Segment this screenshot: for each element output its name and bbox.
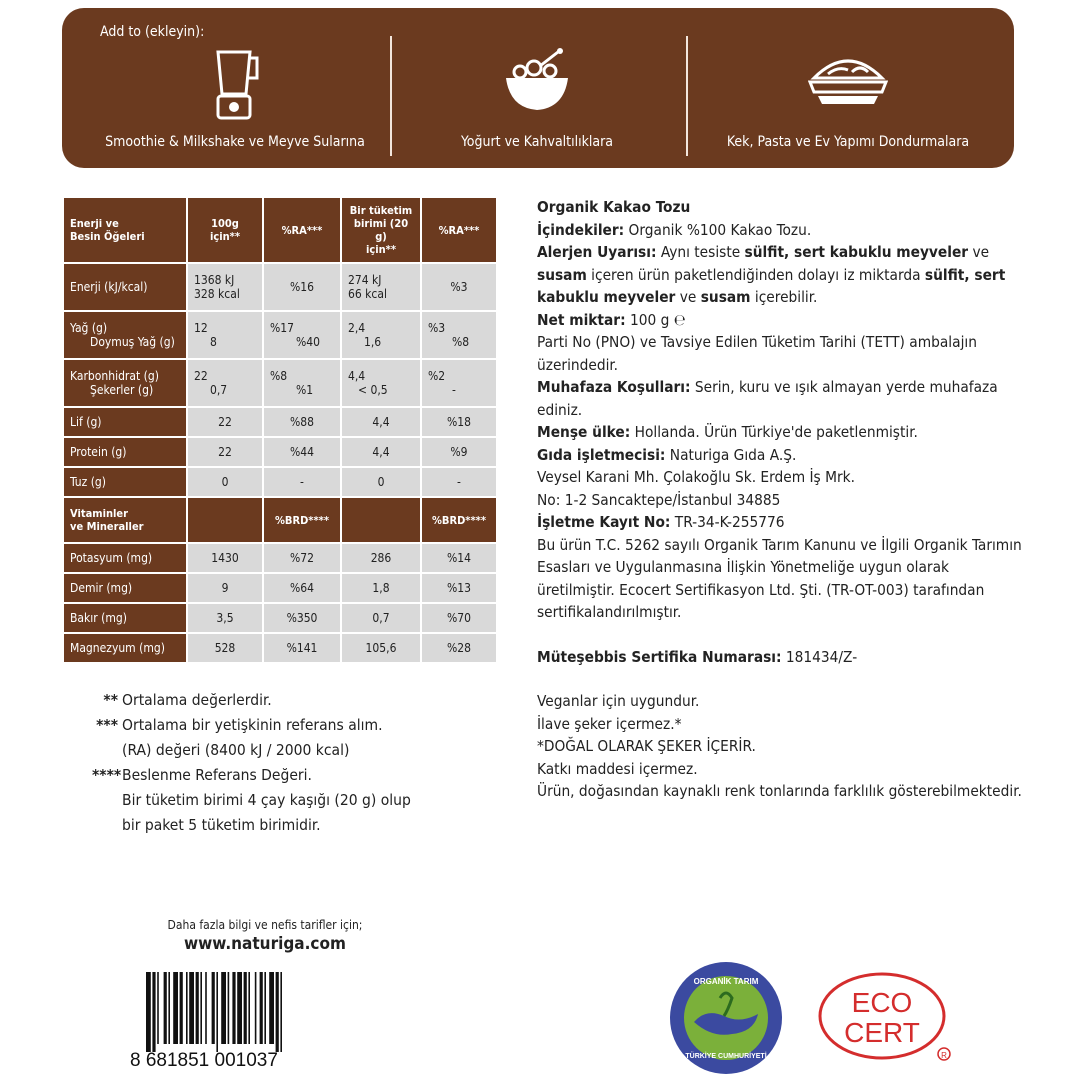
barcode-bar	[280, 972, 282, 1052]
row-label: Karbonhidrat (g) Şekerler (g)	[64, 360, 186, 406]
value-cell: 12 8	[188, 312, 262, 358]
nutrition-table	[62, 196, 498, 664]
barcode-bar	[168, 972, 170, 1044]
certification-text: Bu ürün T.C. 5262 sayılı Organik Tarım Kanunu ve İlgili Organik Tarımın Esasları ve Uygulanmasına İlişkin Yönetmeliğe uygun olarak üretilmiştir. Ecocert Sertifikasyon Ltd. Şti. (TR-OT-003) tarafından sertifikalandırılmıştır.	[537, 535, 1022, 621]
footnote: Bir tüketim birimi 4 çay kaşığı (20 g) olup	[122, 791, 411, 809]
footnote: **** Beslenme Referans Değeri.	[92, 766, 312, 784]
value-cell: 4,4	[342, 408, 420, 436]
value-cell: 1,8	[342, 574, 420, 602]
table-row	[64, 468, 496, 496]
blender-icon	[210, 48, 260, 122]
ecocert-logo	[818, 972, 958, 1068]
value-cell: 286	[342, 544, 420, 572]
value-cell: 274 kJ 66 kcal	[342, 264, 420, 310]
barcode-bar	[180, 972, 183, 1044]
value-cell: %8 %1	[264, 360, 340, 406]
barcode-bar	[212, 972, 215, 1044]
product-title: Organik Kakao Tozu	[537, 198, 691, 216]
usage-item-smoothie	[100, 48, 370, 150]
lot-info: Parti No (PNO) ve Tavsiye Edilen Tüketim Tarihi (TETT) ambalajın üzerindedir.	[537, 333, 977, 374]
value-cell: 0	[188, 468, 262, 496]
footnote: bir paket 5 tüketim birimidir.	[122, 816, 321, 834]
barcode-bar	[152, 972, 155, 1052]
value-cell: %13	[422, 574, 496, 602]
footnotes	[92, 688, 411, 838]
allergen-warning: Alerjen Uyarısı: Aynı tesiste sülfit, sert kabuklu meyveler ve susam içeren ürün paketlendiğinden dolayı iz miktarda sülfit, sert kabuklu meyveler ve susam içerebilir.	[537, 243, 1006, 306]
value-cell: %28	[422, 634, 496, 662]
usage-banner	[62, 8, 1014, 168]
table-row	[64, 604, 496, 632]
usage-label: Kek, Pasta ve Ev Yapımı Dondurmalara	[726, 134, 970, 150]
svg-text:CERT: CERT	[844, 1017, 920, 1048]
barcode-bar	[196, 972, 199, 1044]
claim-line: Ürün, doğasından kaynaklı renk tonlarında farklılık gösterebilmektedir.	[537, 782, 1022, 800]
value-cell: 1430	[188, 544, 262, 572]
food-operator: Gıda işletmecisi: Naturiga Gıda A.Ş.	[537, 445, 797, 464]
barcode-bar	[237, 972, 242, 1044]
table-row	[64, 360, 496, 406]
barcode	[130, 968, 370, 1070]
barcode-bar	[269, 972, 274, 1044]
row-label: Protein (g)	[64, 438, 186, 466]
value-cell: 4,4	[342, 438, 420, 466]
usage-label: Smoothie & Milkshake ve Meyve Sularına	[105, 134, 365, 150]
header-cell: %RA***	[422, 198, 496, 262]
header-cell: 100g için**	[188, 198, 262, 262]
entrepreneur-certificate: Müteşebbis Sertifika Numarası: 181434/Z-	[537, 647, 858, 666]
footnote: ** Ortalama değerlerdir.	[103, 691, 272, 709]
barcode-bar	[146, 972, 151, 1052]
value-cell: %44	[264, 438, 340, 466]
barcode-bar	[276, 972, 279, 1052]
header-cell: Enerji ve Besin Öğeleri	[64, 198, 186, 262]
ecocert-icon	[818, 972, 958, 1064]
claim-line: *DOĞAL OLARAK ŞEKER İÇERİR.	[537, 737, 756, 755]
ingredients: İçindekiler: Organik %100 Kakao Tozu.	[537, 220, 812, 239]
barcode-bar	[248, 972, 250, 1044]
value-cell: %3 %8	[422, 312, 496, 358]
table-row	[64, 264, 496, 310]
value-cell: 22	[188, 438, 262, 466]
table-row	[64, 408, 496, 436]
value-cell: 2,4 1,6	[342, 312, 420, 358]
address-line: No: 1-2 Sancaktepe/İstanbul 34885	[537, 490, 781, 509]
value-cell: 528	[188, 634, 262, 662]
barcode-bar	[260, 972, 263, 1044]
product-info	[537, 196, 1027, 803]
value-cell: %16	[264, 264, 340, 310]
value-cell: 22	[188, 408, 262, 436]
header-cell: %BRD****	[264, 498, 340, 542]
value-cell: 3,5	[188, 604, 262, 632]
barcode-bar	[228, 972, 230, 1044]
svg-text:ECO: ECO	[851, 987, 913, 1018]
value-cell: 105,6	[342, 634, 420, 662]
value-cell: %88	[264, 408, 340, 436]
divider	[390, 36, 392, 156]
header-cell: Bir tüketim birimi (20 g) için**	[342, 198, 420, 262]
row-label: Demir (mg)	[64, 574, 186, 602]
divider	[686, 36, 688, 156]
barcode-bar	[189, 972, 194, 1044]
row-label: Enerji (kJ/kcal)	[64, 264, 186, 310]
barcode-bar	[186, 972, 188, 1044]
row-label: Bakır (mg)	[64, 604, 186, 632]
usage-item-yogurt	[402, 48, 672, 150]
address-line: Veysel Karani Mh. Çolakoğlu Sk. Erdem İş Mrk.	[537, 468, 855, 486]
pie-icon	[808, 48, 888, 108]
barcode-bar	[164, 972, 167, 1044]
value-cell: 1368 kJ 328 kcal	[188, 264, 262, 310]
svg-text:R: R	[941, 1051, 947, 1060]
row-label: Yağ (g) Doymuş Yağ (g)	[64, 312, 186, 358]
organic-seal	[666, 958, 786, 1082]
table-row	[64, 574, 496, 602]
value-cell: %3	[422, 264, 496, 310]
value-cell: 22 0,7	[188, 360, 262, 406]
usage-item-cake	[698, 48, 998, 150]
barcode-bar	[216, 972, 218, 1052]
value-cell: 9	[188, 574, 262, 602]
value-cell: %64	[264, 574, 340, 602]
row-label: Magnezyum (mg)	[64, 634, 186, 662]
value-cell: %9	[422, 438, 496, 466]
value-cell: %18	[422, 408, 496, 436]
barcode-bar	[205, 972, 207, 1044]
value-cell: %70	[422, 604, 496, 632]
row-label: Lif (g)	[64, 408, 186, 436]
header-cell: Vitaminler ve Mineraller	[64, 498, 186, 542]
value-cell: %17 %40	[264, 312, 340, 358]
storage-conditions: Muhafaza Koşulları: Serin, kuru ve ışık almayan yerde muhafaza ediniz.	[537, 378, 998, 419]
barcode-bar	[255, 972, 257, 1044]
footnote: (RA) değeri (8400 kJ / 2000 kcal)	[122, 741, 350, 759]
net-quantity: Net miktar: 100 g ℮	[537, 310, 686, 329]
claim-line: Katkı maddesi içermez.	[537, 759, 698, 778]
value-cell: 0,7	[342, 604, 420, 632]
add-to-label: Add to (ekleyin):	[100, 24, 205, 40]
table-row	[64, 634, 496, 662]
value-cell: 4,4 < 0,5	[342, 360, 420, 406]
value-cell: %72	[264, 544, 340, 572]
claim-line: İlave şeker içermez.*	[537, 714, 682, 733]
website-block	[150, 918, 380, 954]
barcode-bar	[221, 972, 226, 1044]
header-cell: %BRD****	[422, 498, 496, 542]
barcode-digits: 8 681851 001037	[130, 1050, 278, 1070]
row-label: Potasyum (mg)	[64, 544, 186, 572]
header-cell	[188, 498, 262, 542]
organic-seal-icon	[666, 958, 786, 1078]
usage-label: Yoğurt ve Kahvaltılıklara	[460, 134, 614, 150]
value-cell: %14	[422, 544, 496, 572]
table-row	[64, 438, 496, 466]
website-caption: Daha fazla bilgi ve nefis tarifler için;	[167, 918, 363, 932]
value-cell: -	[264, 468, 340, 496]
barcode-bar	[200, 972, 202, 1044]
barcode-bar	[264, 972, 266, 1044]
value-cell: -	[422, 468, 496, 496]
row-label: Tuz (g)	[64, 468, 186, 496]
table-header-row	[64, 198, 496, 262]
header-cell	[342, 498, 420, 542]
barcode-bar	[157, 972, 159, 1044]
bowl-icon	[502, 48, 572, 118]
claim-line: Veganlar için uygundur.	[537, 692, 700, 710]
organic-seal-top-text: ORGANİK TARIM	[693, 977, 759, 986]
barcode-bar	[173, 972, 178, 1044]
website-url[interactable]: www.naturiga.com	[184, 934, 346, 954]
table-row	[64, 544, 496, 572]
value-cell: %350	[264, 604, 340, 632]
barcode-bar	[232, 972, 235, 1044]
origin-country: Menşe ülke: Hollanda. Ürün Türkiye'de paketlenmiştir.	[537, 423, 918, 441]
registration-number: İşletme Kayıt No: TR-34-K-255776	[537, 513, 785, 531]
value-cell: %141	[264, 634, 340, 662]
organic-seal-bottom-text: TÜRKİYE CUMHURİYETİ	[685, 1053, 767, 1060]
footnote: *** Ortalama bir yetişkinin referans alım.	[96, 716, 383, 734]
header-cell: %RA***	[264, 198, 340, 262]
table-row	[64, 312, 496, 358]
vitamins-header-row	[64, 498, 496, 542]
value-cell: 0	[342, 468, 420, 496]
barcode-bars	[130, 968, 370, 1070]
value-cell: %2 -	[422, 360, 496, 406]
barcode-bar	[244, 972, 247, 1044]
